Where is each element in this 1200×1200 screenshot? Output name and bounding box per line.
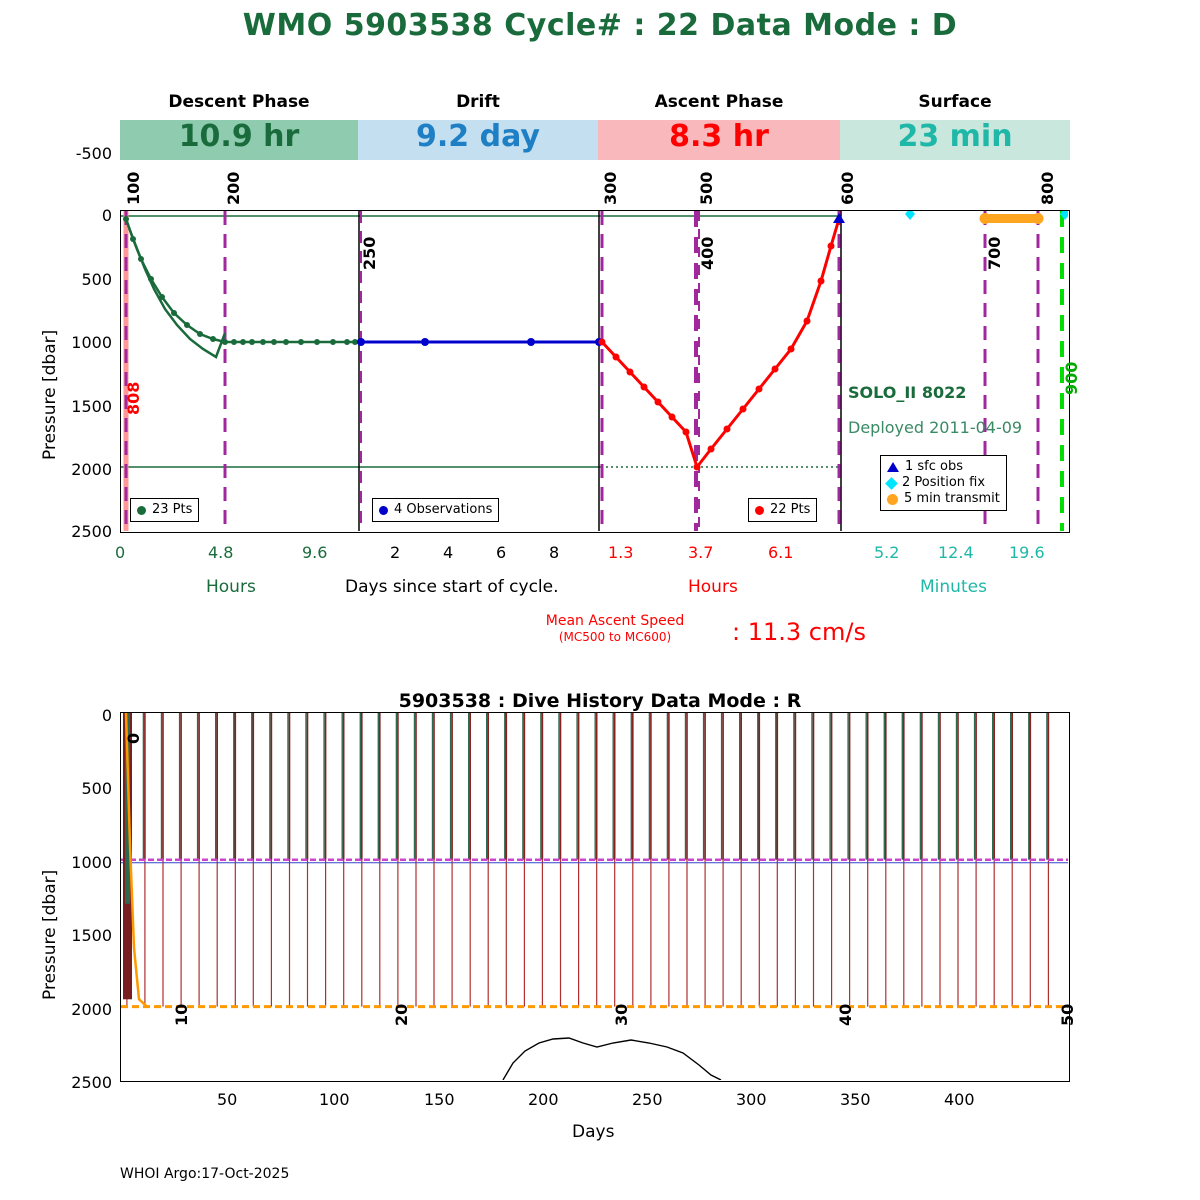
deployed-annotation: Deployed 2011-04-09 <box>848 418 1023 437</box>
xtick-descent-2: 9.6 <box>302 543 328 562</box>
mean-ascent-speed-label-1: Mean Ascent Speed <box>545 613 685 629</box>
xtick-surface-1: 12.4 <box>938 543 974 562</box>
dive-history-title: 5903538 : Dive History Data Mode : R <box>398 690 802 712</box>
legend-marker-transmit <box>887 494 898 505</box>
mission-label-900: 900 <box>1062 361 1081 395</box>
legend-sfc-obs: 1 sfc obs <box>905 459 964 474</box>
top-ytick-0: -500 <box>75 144 112 163</box>
triangle-icon <box>887 462 899 472</box>
xtick-drift-1: 4 <box>443 543 454 562</box>
xtick-ascent-1: 3.7 <box>688 543 714 562</box>
bottom-xtick-5: 300 <box>736 1090 767 1109</box>
bottom-ytick-4: 2000 <box>71 1000 112 1019</box>
legend-marker-drift <box>379 506 388 515</box>
bottom-xtick-7: 400 <box>944 1090 975 1109</box>
xtick-surface-2: 19.6 <box>1009 543 1045 562</box>
xtick-drift-2: 6 <box>496 543 507 562</box>
legend-ascent-label: 22 Pts <box>770 502 811 517</box>
xtick-descent-0: 0 <box>115 543 126 562</box>
bottom-xtick-6: 350 <box>840 1090 871 1109</box>
bottom-xtick-1: 100 <box>319 1090 350 1109</box>
phase-value-ascent: 8.3 hr <box>669 119 769 154</box>
legend-ascent <box>748 498 817 522</box>
top-ytick-4: 1500 <box>71 397 112 416</box>
bottom-ytick-5: 2500 <box>71 1073 112 1092</box>
mission-label-500: 500 <box>697 171 716 205</box>
phase-label-drift: Drift <box>456 92 500 112</box>
legend-drift <box>372 498 499 522</box>
phase-value-drift: 9.2 day <box>416 119 540 154</box>
mission-label-300: 300 <box>601 171 620 205</box>
top-ytick-1: 0 <box>101 206 112 225</box>
legend-marker-ascent <box>755 506 764 515</box>
bottom-xtick-4: 250 <box>632 1090 663 1109</box>
top-ytick-6: 2500 <box>71 522 112 541</box>
cycle-label-20: 20 <box>392 1003 411 1026</box>
cycle-label-50: 50 <box>1058 1003 1077 1026</box>
legend-drift-label: 4 Observations <box>394 502 493 517</box>
top-ytick-5: 2000 <box>71 460 112 479</box>
xaxis-title-drift: Days since start of cycle. <box>345 577 559 597</box>
bottom-ytick-0: 0 <box>101 706 112 725</box>
mission-label-200: 200 <box>224 171 243 205</box>
xtick-ascent-0: 1.3 <box>608 543 634 562</box>
bottom-xtick-3: 200 <box>528 1090 559 1109</box>
mission-label-800b: 800 <box>1038 171 1057 205</box>
mean-ascent-speed-value: : 11.3 cm/s <box>732 618 866 646</box>
legend-marker-descent <box>137 506 146 515</box>
phase-value-descent: 10.9 hr <box>178 119 300 154</box>
mission-label-400: 400 <box>698 236 717 270</box>
xaxis-title-descent: Hours <box>206 577 256 597</box>
xtick-descent-1: 4.8 <box>208 543 234 562</box>
phase-label-surface: Surface <box>918 92 992 112</box>
legend-surface <box>880 455 1007 511</box>
xtick-drift-3: 8 <box>549 543 560 562</box>
phase-label-descent: Descent Phase <box>168 92 310 112</box>
phase-value-surface: 23 min <box>897 119 1013 154</box>
diamond-icon <box>885 477 898 490</box>
cycle-label-10: 10 <box>172 1003 191 1026</box>
footer-text: WHOI Argo:17-Oct-2025 <box>120 1166 290 1182</box>
mission-label-250: 250 <box>360 236 379 270</box>
mission-label-700: 700 <box>985 236 1004 270</box>
xaxis-title-surface: Minutes <box>920 577 987 597</box>
phase-label-ascent: Ascent Phase <box>654 92 784 112</box>
xtick-drift-0: 2 <box>390 543 401 562</box>
bottom-ytick-3: 1500 <box>71 926 112 945</box>
dive-history-plot-area <box>120 712 1070 1082</box>
bottom-plot-ylabel: Pressure [dbar] <box>40 869 60 1000</box>
legend-descent-label: 23 Pts <box>152 502 193 517</box>
mean-ascent-speed-label-2: (MC500 to MC600) <box>558 630 672 644</box>
bottom-xtick-0: 50 <box>217 1090 238 1109</box>
legend-transmit: 5 min transmit <box>904 491 1000 506</box>
xtick-ascent-2: 6.1 <box>768 543 794 562</box>
bottom-xtick-2: 150 <box>424 1090 455 1109</box>
top-ytick-3: 1000 <box>71 333 112 352</box>
bottom-ytick-2: 1000 <box>71 853 112 872</box>
bottom-xaxis-title: Days <box>572 1122 615 1142</box>
xtick-surface-0: 5.2 <box>874 543 900 562</box>
cycle-label-40: 40 <box>836 1003 855 1026</box>
float-id-annotation: SOLO_II 8022 <box>848 383 967 402</box>
page-title: WMO 5903538 Cycle# : 22 Data Mode : D <box>242 8 958 43</box>
legend-position-fix: 2 Position fix <box>902 475 986 490</box>
cycle-label-0: 0 <box>124 732 143 744</box>
legend-descent <box>130 498 199 522</box>
top-plot-ylabel: Pressure [dbar] <box>40 329 60 460</box>
mission-label-600: 600 <box>838 171 857 205</box>
cycle-label-30: 30 <box>612 1003 631 1026</box>
xaxis-title-ascent: Hours <box>688 577 738 597</box>
mission-label-100: 100 <box>124 171 143 205</box>
bottom-ytick-1: 500 <box>81 779 112 798</box>
top-ytick-2: 500 <box>81 270 112 289</box>
mission-label-800: 808 <box>124 381 143 415</box>
